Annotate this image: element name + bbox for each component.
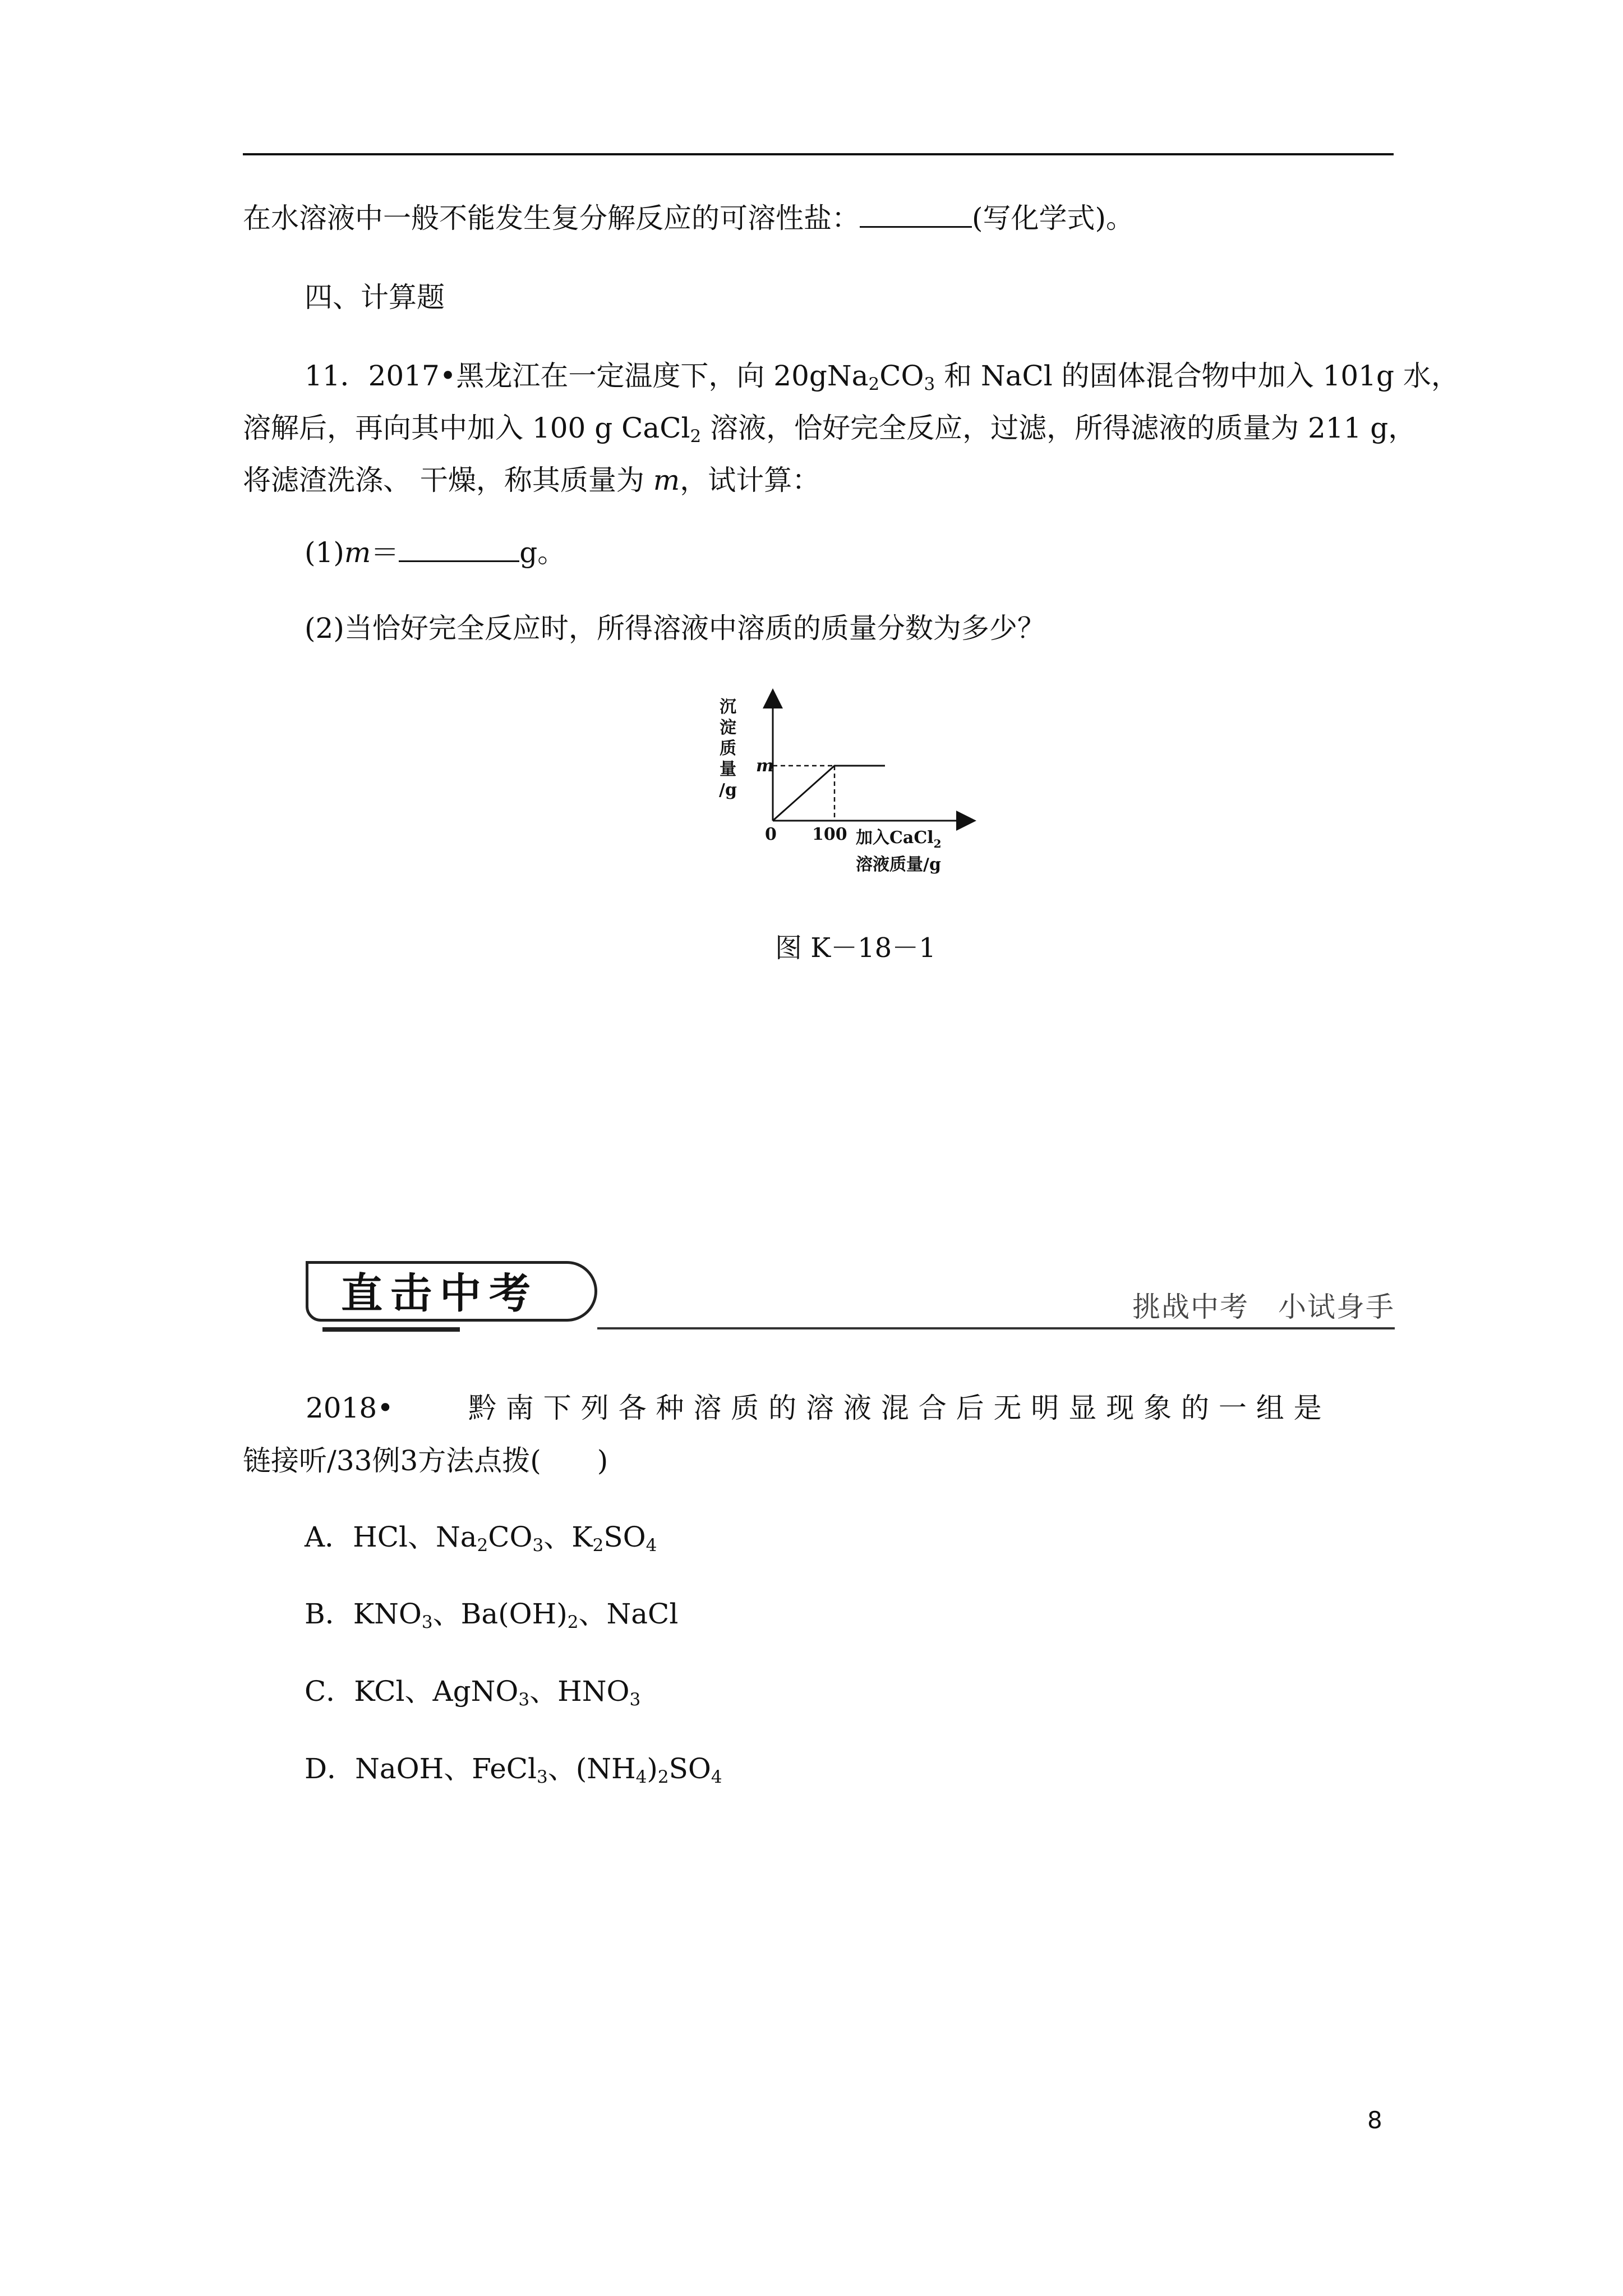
- precipitate-line: [773, 766, 885, 821]
- problem-11-line-2: [243, 411, 1416, 445]
- p11-subscript: 2: [690, 426, 702, 447]
- p11-subscript: 2: [868, 374, 880, 394]
- option-d: D．NaOH、FeCl$_3$、$(NH_4)_2SO_4$: [305, 1752, 722, 1787]
- section-title: 四、计算题: [305, 281, 445, 314]
- answer-blank: [860, 201, 972, 228]
- banner-accent-bar: [322, 1327, 460, 1332]
- y-axis-label-2: 淀: [720, 718, 736, 738]
- x-axis-label-line-1: 加入CaCl$_2$: [856, 828, 942, 850]
- problem-11-line-3: [243, 463, 820, 497]
- banner-subtitle: 挑战中考 小试身手: [1132, 1291, 1395, 1323]
- y-axis-label-3: 质: [720, 739, 736, 758]
- option-label: D．: [305, 1752, 356, 1785]
- section-banner: [306, 1261, 1395, 1331]
- p11-text: 11．2017•黑龙江在一定温度下，向 20gNa: [305, 360, 869, 392]
- page-number: 8: [1367, 2106, 1382, 2134]
- banner-title: 直击中考: [341, 1269, 538, 1318]
- mcq-stem-prefix: 2018•: [306, 1392, 394, 1424]
- option-label: B．: [305, 1598, 353, 1630]
- p11-text: CO: [879, 360, 924, 392]
- x-axis-label-line-2: 溶液质量/g: [856, 855, 941, 875]
- mcq-stem-main: 黔 南 下 列 各 种 溶 质 的 溶 液 混 合 后 无 明 显 现 象 的 一 组 是: [468, 1392, 1322, 1424]
- option-label: C．: [305, 1675, 354, 1708]
- option-b: B．$KNO_3$、$Ba(OH)_2$、NaCl: [305, 1598, 679, 1632]
- intro-text: 在水溶液中一般不能发生复分解反应的可溶性盐：: [243, 202, 860, 234]
- problem-11-line-1: [305, 359, 1459, 393]
- option-label: A．: [305, 1521, 353, 1553]
- q1-number: (1): [305, 536, 344, 569]
- banner-title-box: [306, 1261, 597, 1322]
- y-axis-label-4: 量: [720, 760, 736, 779]
- q1-equals: ＝: [371, 536, 399, 569]
- q1-unit: g。: [519, 536, 566, 569]
- p11-text: 将滤渣洗涤、 干燥，称其质量为: [243, 464, 653, 496]
- mcq-stem-line-2: 链接听/33例3方法点拨( ): [243, 1444, 608, 1477]
- question-1: [305, 536, 565, 569]
- p11-text: 溶解后，再向其中加入 100 g CaCl: [243, 412, 690, 444]
- variable-m: m: [344, 536, 371, 569]
- question-2: (2)当恰好完全反应时，所得溶液中溶质的质量分数为多少？: [305, 612, 1045, 645]
- precipitate-mass-graph: [711, 687, 980, 892]
- p11-text: ，试计算：: [680, 464, 820, 496]
- y-axis-label-5: /g: [719, 780, 737, 800]
- variable-m: m: [653, 464, 680, 496]
- option-a: A．HCl、$Na_2CO_3$、$K_2SO_4$: [305, 1521, 657, 1556]
- m-tick-label: m: [756, 756, 774, 776]
- p11-text: 溶液，恰好完全反应，过滤，所得滤液的质量为 211 g，: [701, 412, 1417, 444]
- header-rule: [243, 153, 1394, 155]
- p11-text: 和 NaCl 的固体混合物中加入 101g 水，: [935, 360, 1459, 392]
- figure-caption: 图 K－18－1: [775, 932, 936, 964]
- intro-suffix: (写化学式)。: [972, 202, 1135, 234]
- option-c: C．KCl、AgNO$_3$、$HNO_3$: [305, 1675, 641, 1710]
- p11-subscript: 3: [924, 374, 935, 394]
- banner-underline: [597, 1327, 1395, 1329]
- intro-line: [243, 201, 1134, 235]
- origin-label: 0: [765, 825, 777, 844]
- y-axis-label-1: 沉: [720, 697, 736, 717]
- x-tick-100: 100: [812, 825, 847, 844]
- answer-blank: [399, 536, 519, 562]
